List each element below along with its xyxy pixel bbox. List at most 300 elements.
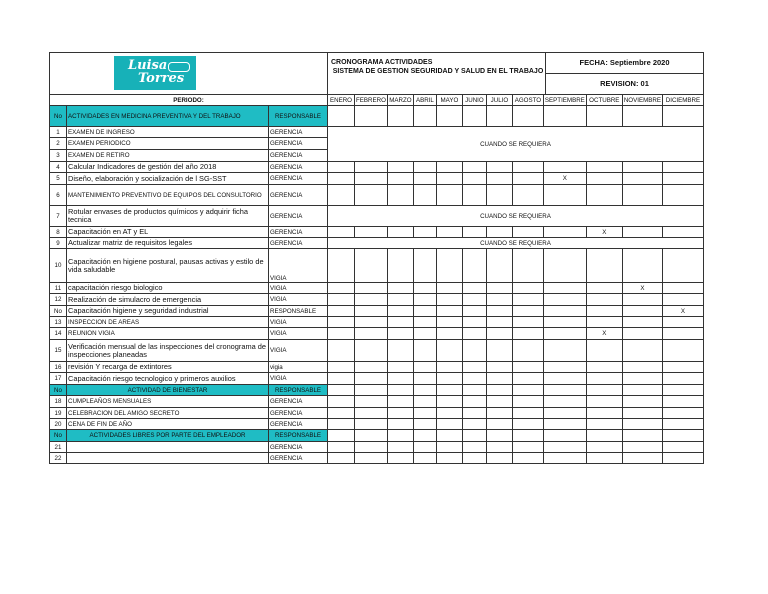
month-cell xyxy=(355,227,388,238)
month-cell xyxy=(586,306,622,317)
month-header: JUNIO xyxy=(462,95,486,106)
month-cell xyxy=(622,419,662,430)
month-header: FEBRERO xyxy=(356,96,386,104)
month-cell xyxy=(543,362,586,373)
activity-name: Calcular Indicadores de gestión del año 2018 xyxy=(67,162,269,173)
month-cell xyxy=(328,283,355,294)
month-cell xyxy=(512,408,543,419)
month-cell xyxy=(662,442,703,453)
month-cell xyxy=(387,430,413,442)
section-header-row xyxy=(50,430,704,442)
row-number: 20 xyxy=(50,419,67,430)
month-cell xyxy=(436,419,462,430)
month-cell xyxy=(462,453,486,464)
month-cell xyxy=(355,396,388,408)
month-cell xyxy=(586,283,622,294)
month-cell xyxy=(387,442,413,453)
month-cell xyxy=(387,162,413,173)
month-cell xyxy=(413,396,436,408)
logo-mark-icon xyxy=(168,62,190,72)
row-number: 7 xyxy=(50,206,67,227)
month-cell xyxy=(662,106,703,127)
month-cell xyxy=(462,249,486,283)
month-cell xyxy=(662,162,703,173)
month-cell xyxy=(436,453,462,464)
month-cell xyxy=(387,385,413,396)
month-cell xyxy=(543,328,586,340)
month-cell xyxy=(486,340,512,362)
activity-name: Realización de simulacro de emergencia xyxy=(67,294,269,306)
row-number: 6 xyxy=(50,185,67,206)
month-cell xyxy=(413,373,436,385)
month-cell xyxy=(355,317,388,328)
month-cell xyxy=(413,362,436,373)
month-cell xyxy=(622,249,662,283)
month-cell xyxy=(543,408,586,419)
month-cell xyxy=(436,283,462,294)
responsible: GERENCIA xyxy=(269,419,328,430)
logo-text-line2: Torres xyxy=(138,71,185,86)
month-cell xyxy=(436,317,462,328)
row-number: 13 xyxy=(50,317,67,328)
month-cell xyxy=(586,185,622,206)
month-cell xyxy=(512,106,543,127)
month-cell xyxy=(436,373,462,385)
responsible: GERENCIA xyxy=(269,453,328,464)
month-cell xyxy=(436,328,462,340)
table-row xyxy=(50,419,704,430)
responsible: GERENCIA xyxy=(269,162,328,173)
month-cell xyxy=(662,283,703,294)
month-cell xyxy=(543,453,586,464)
month-cell xyxy=(622,430,662,442)
month-cell xyxy=(512,227,543,238)
month-cell xyxy=(387,294,413,306)
month-cell xyxy=(387,328,413,340)
month-cell xyxy=(662,173,703,185)
table-row xyxy=(50,453,704,464)
month-cell xyxy=(328,362,355,373)
month-cell xyxy=(328,453,355,464)
month-cell xyxy=(486,408,512,419)
month-header: ENERO xyxy=(328,95,355,106)
activity-name: EXAMEN PERIODICO xyxy=(67,138,269,150)
month-cell xyxy=(512,385,543,396)
section-title: ACTIVIDADES LIBRES POR PARTE DEL EMPLEADOR xyxy=(67,430,269,442)
activity-name: EXAMEN DE INGRESO xyxy=(67,127,269,138)
month-cell xyxy=(436,442,462,453)
month-cell xyxy=(543,306,586,317)
month-cell xyxy=(486,396,512,408)
schedule-mark: X xyxy=(662,306,703,317)
activity-name: Capacitación riesgo tecnologico y primeros auxilios xyxy=(67,373,269,385)
title-line2: SISTEMA DE GESTION SEGURIDAD Y SALUD EN EL TRABAJO xyxy=(332,68,544,75)
month-cell xyxy=(436,408,462,419)
month-cell xyxy=(543,396,586,408)
activity-name: Rotular envases de productos químicos y adquirir ficha tecnica xyxy=(67,206,269,227)
month-cell xyxy=(413,173,436,185)
table-row xyxy=(50,408,704,419)
month-cell xyxy=(387,419,413,430)
month-cell xyxy=(328,442,355,453)
month-cell xyxy=(413,442,436,453)
month-cell xyxy=(586,408,622,419)
section-title: ACTIVIDAD DE BIENESTAR xyxy=(67,385,269,396)
month-cell xyxy=(543,419,586,430)
responsible: VIGIA xyxy=(269,317,328,328)
month-cell xyxy=(328,385,355,396)
month-cell xyxy=(543,162,586,173)
month-cell xyxy=(413,385,436,396)
month-cell xyxy=(328,328,355,340)
row-number: 11 xyxy=(50,283,67,294)
month-cell xyxy=(462,106,486,127)
month-cell xyxy=(436,185,462,206)
month-cell xyxy=(586,249,622,283)
month-cell xyxy=(328,373,355,385)
month-cell xyxy=(413,306,436,317)
month-cell xyxy=(622,185,662,206)
month-cell xyxy=(413,294,436,306)
responsible: GERENCIA xyxy=(269,150,328,162)
month-cell xyxy=(413,430,436,442)
schedule-mark: X xyxy=(586,227,622,238)
month-cell xyxy=(355,385,388,396)
section-number-label: No xyxy=(50,106,67,127)
month-cell xyxy=(462,294,486,306)
activity-name: CUMPLEAÑOS MENSUALES xyxy=(67,396,269,408)
month-cell xyxy=(622,385,662,396)
month-cell xyxy=(512,430,543,442)
section-header-row xyxy=(50,385,704,396)
month-cell xyxy=(622,362,662,373)
month-cell xyxy=(462,283,486,294)
month-cell xyxy=(512,453,543,464)
responsible: VIGIA xyxy=(269,249,328,283)
activity-name: Diseño, elaboración y socialización de l SG-SST xyxy=(67,173,269,185)
month-cell xyxy=(586,385,622,396)
row-number: 10 xyxy=(50,249,67,283)
month-cell xyxy=(462,362,486,373)
month-header: MARZO xyxy=(389,96,412,104)
month-cell xyxy=(413,453,436,464)
month-cell xyxy=(413,283,436,294)
month-cell xyxy=(586,373,622,385)
month-header: MAYO xyxy=(436,95,462,106)
month-cell xyxy=(543,430,586,442)
month-cell xyxy=(662,185,703,206)
month-cell xyxy=(512,283,543,294)
month-cell xyxy=(355,185,388,206)
month-cell xyxy=(355,249,388,283)
month-cell xyxy=(512,362,543,373)
month-cell xyxy=(486,185,512,206)
table-row xyxy=(50,442,704,453)
month-cell xyxy=(543,385,586,396)
schedule-mark: X xyxy=(586,328,622,340)
month-cell xyxy=(328,317,355,328)
month-cell xyxy=(586,419,622,430)
month-cell xyxy=(586,396,622,408)
month-cell xyxy=(462,430,486,442)
month-cell xyxy=(512,396,543,408)
row-number: 21 xyxy=(50,442,67,453)
month-header: OCTUBRE xyxy=(586,95,622,106)
month-cell xyxy=(543,185,586,206)
month-cell xyxy=(586,317,622,328)
month-cell xyxy=(462,328,486,340)
month-cell xyxy=(328,430,355,442)
month-cell xyxy=(543,373,586,385)
responsible: GERENCIA xyxy=(269,408,328,419)
month-cell xyxy=(387,453,413,464)
month-cell xyxy=(387,317,413,328)
month-cell xyxy=(462,396,486,408)
month-cell xyxy=(413,185,436,206)
row-number: 14 xyxy=(50,328,67,340)
month-cell xyxy=(413,340,436,362)
schedule-note: CUANDO SE REQUIERA xyxy=(328,238,704,249)
row-number: 4 xyxy=(50,162,67,173)
table-row xyxy=(50,328,704,340)
activity-name: revisión Y recarga de extintores xyxy=(67,362,269,373)
month-cell xyxy=(622,294,662,306)
month-cell xyxy=(486,419,512,430)
month-cell xyxy=(486,385,512,396)
month-cell xyxy=(387,373,413,385)
month-cell xyxy=(512,442,543,453)
row-number: No xyxy=(50,306,67,317)
month-cell xyxy=(413,249,436,283)
month-cell xyxy=(413,317,436,328)
table-row xyxy=(50,396,704,408)
responsible: VIGIA xyxy=(269,340,328,362)
month-cell xyxy=(462,162,486,173)
month-cell xyxy=(355,340,388,362)
row-number: 12 xyxy=(50,294,67,306)
responsible: GERENCIA xyxy=(269,238,328,249)
month-cell xyxy=(622,227,662,238)
section-title: ACTIVIDADES EN MEDICINA PREVENTIVA Y DEL TRABAJO xyxy=(67,106,269,127)
month-cell xyxy=(622,340,662,362)
month-cell xyxy=(387,185,413,206)
month-cell xyxy=(328,249,355,283)
month-cell xyxy=(662,453,703,464)
month-cell xyxy=(622,442,662,453)
month-cell xyxy=(355,106,388,127)
month-cell xyxy=(355,419,388,430)
table-row xyxy=(50,227,704,238)
table-row xyxy=(50,127,704,138)
month-cell xyxy=(328,340,355,362)
row-number: 5 xyxy=(50,173,67,185)
activity-name: Actualizar matriz de requisitos legales xyxy=(67,238,269,249)
month-cell xyxy=(486,106,512,127)
responsible: GERENCIA xyxy=(269,138,328,150)
month-cell xyxy=(512,306,543,317)
responsible: VIGIA xyxy=(269,294,328,306)
month-cell xyxy=(512,340,543,362)
table-row xyxy=(50,317,704,328)
month-cell xyxy=(622,306,662,317)
activity-name xyxy=(67,442,269,453)
activity-name: Capacitación en AT y EL xyxy=(67,227,269,238)
month-cell xyxy=(387,249,413,283)
month-cell xyxy=(328,173,355,185)
month-cell xyxy=(387,106,413,127)
logo-cell xyxy=(50,53,328,95)
title-line1: CRONOGRAMA ACTIVIDADES xyxy=(331,59,433,66)
month-cell xyxy=(387,362,413,373)
month-cell xyxy=(462,185,486,206)
responsible: VIGIA xyxy=(269,283,328,294)
month-cell xyxy=(512,328,543,340)
row-number: 9 xyxy=(50,238,67,249)
month-cell xyxy=(486,173,512,185)
activity-name: Capacitación higiene y seguridad industrial xyxy=(67,306,269,317)
month-cell xyxy=(436,385,462,396)
responsible: GERENCIA xyxy=(269,127,328,138)
month-cell xyxy=(662,419,703,430)
month-cell xyxy=(355,162,388,173)
month-cell xyxy=(328,162,355,173)
month-cell xyxy=(462,227,486,238)
row-number: 16 xyxy=(50,362,67,373)
schedule-note: CUANDO SE REQUIERA xyxy=(328,206,704,227)
month-cell xyxy=(462,173,486,185)
row-number: 3 xyxy=(50,150,67,162)
month-cell xyxy=(355,283,388,294)
month-cell xyxy=(462,442,486,453)
activity-name: CENA DE FIN DE AÑO xyxy=(67,419,269,430)
month-header: NOVIEMBRE xyxy=(623,96,661,104)
row-number: 18 xyxy=(50,396,67,408)
month-cell xyxy=(622,106,662,127)
month-header: JULIO xyxy=(486,95,512,106)
month-header: ABRIL xyxy=(413,95,436,106)
month-cell xyxy=(486,373,512,385)
month-cell xyxy=(486,294,512,306)
month-cell xyxy=(543,317,586,328)
table-row xyxy=(50,362,704,373)
month-cell xyxy=(436,106,462,127)
month-cell xyxy=(355,373,388,385)
table-row xyxy=(50,206,704,227)
schedule-note: CUANDO SE REQUIERA xyxy=(328,127,704,162)
activity-name: CELEBRACION DEL AMIGO SECRETO xyxy=(67,408,269,419)
responsible: vigia xyxy=(269,362,328,373)
month-cell xyxy=(486,306,512,317)
month-cell xyxy=(543,249,586,283)
month-cell xyxy=(586,162,622,173)
table-row xyxy=(50,306,704,317)
row-number: 19 xyxy=(50,408,67,419)
month-cell xyxy=(543,106,586,127)
month-cell xyxy=(436,362,462,373)
month-cell xyxy=(586,106,622,127)
month-cell xyxy=(543,442,586,453)
month-cell xyxy=(436,294,462,306)
periodo-label: PERIODO: xyxy=(50,95,328,106)
activity-name: EXAMEN DE RETIRO xyxy=(67,150,269,162)
activity-name: Capacitación en higiene postural, pausas activas y estilo de vida saludable xyxy=(67,249,269,283)
month-cell xyxy=(662,317,703,328)
month-cell xyxy=(543,227,586,238)
month-cell xyxy=(413,106,436,127)
month-cell xyxy=(355,408,388,419)
month-cell xyxy=(436,306,462,317)
month-cell xyxy=(328,294,355,306)
row-number: 2 xyxy=(50,138,67,150)
month-cell xyxy=(355,430,388,442)
month-cell xyxy=(662,385,703,396)
company-logo xyxy=(114,56,196,90)
month-cell xyxy=(662,396,703,408)
activity-name: MANTENIMIENTO PREVENTIVO DE EQUIPOS DEL CONSULTORIO xyxy=(67,185,269,206)
month-cell xyxy=(512,162,543,173)
month-cell xyxy=(622,396,662,408)
month-cell xyxy=(512,185,543,206)
month-cell xyxy=(486,328,512,340)
month-cell xyxy=(387,283,413,294)
month-cell xyxy=(413,408,436,419)
table-row xyxy=(50,294,704,306)
month-cell xyxy=(436,340,462,362)
month-cell xyxy=(622,162,662,173)
month-cell xyxy=(622,408,662,419)
activity-name: capacitación riesgo biologico xyxy=(67,283,269,294)
month-cell xyxy=(355,173,388,185)
section-responsible-label: RESPONSABLE xyxy=(269,385,328,396)
revision-field: REVISION: 01 xyxy=(546,74,704,95)
activity-name: INSPECCION DE AREAS xyxy=(67,317,269,328)
schedule-table xyxy=(49,94,704,464)
month-cell xyxy=(586,340,622,362)
month-cell xyxy=(512,294,543,306)
section-responsible-label: RESPONSABLE xyxy=(269,106,328,127)
month-cell xyxy=(387,227,413,238)
month-cell xyxy=(355,294,388,306)
month-cell xyxy=(486,249,512,283)
month-cell xyxy=(586,442,622,453)
row-number: 1 xyxy=(50,127,67,138)
month-cell xyxy=(413,328,436,340)
month-cell xyxy=(462,408,486,419)
month-cell xyxy=(328,419,355,430)
month-cell xyxy=(662,328,703,340)
month-header: AGOSTO xyxy=(512,95,543,106)
month-cell xyxy=(328,306,355,317)
month-cell xyxy=(436,249,462,283)
period-header-row xyxy=(50,95,704,106)
responsible: GERENCIA xyxy=(269,442,328,453)
month-cell xyxy=(436,227,462,238)
month-cell xyxy=(355,306,388,317)
month-cell xyxy=(413,162,436,173)
document-title xyxy=(328,53,546,95)
month-cell xyxy=(328,396,355,408)
month-cell xyxy=(622,453,662,464)
month-cell xyxy=(328,106,355,127)
month-cell xyxy=(622,373,662,385)
table-row xyxy=(50,373,704,385)
responsible: GERENCIA xyxy=(269,173,328,185)
month-cell xyxy=(512,249,543,283)
month-cell xyxy=(662,430,703,442)
table-row xyxy=(50,162,704,173)
month-cell xyxy=(662,408,703,419)
month-cell xyxy=(486,317,512,328)
